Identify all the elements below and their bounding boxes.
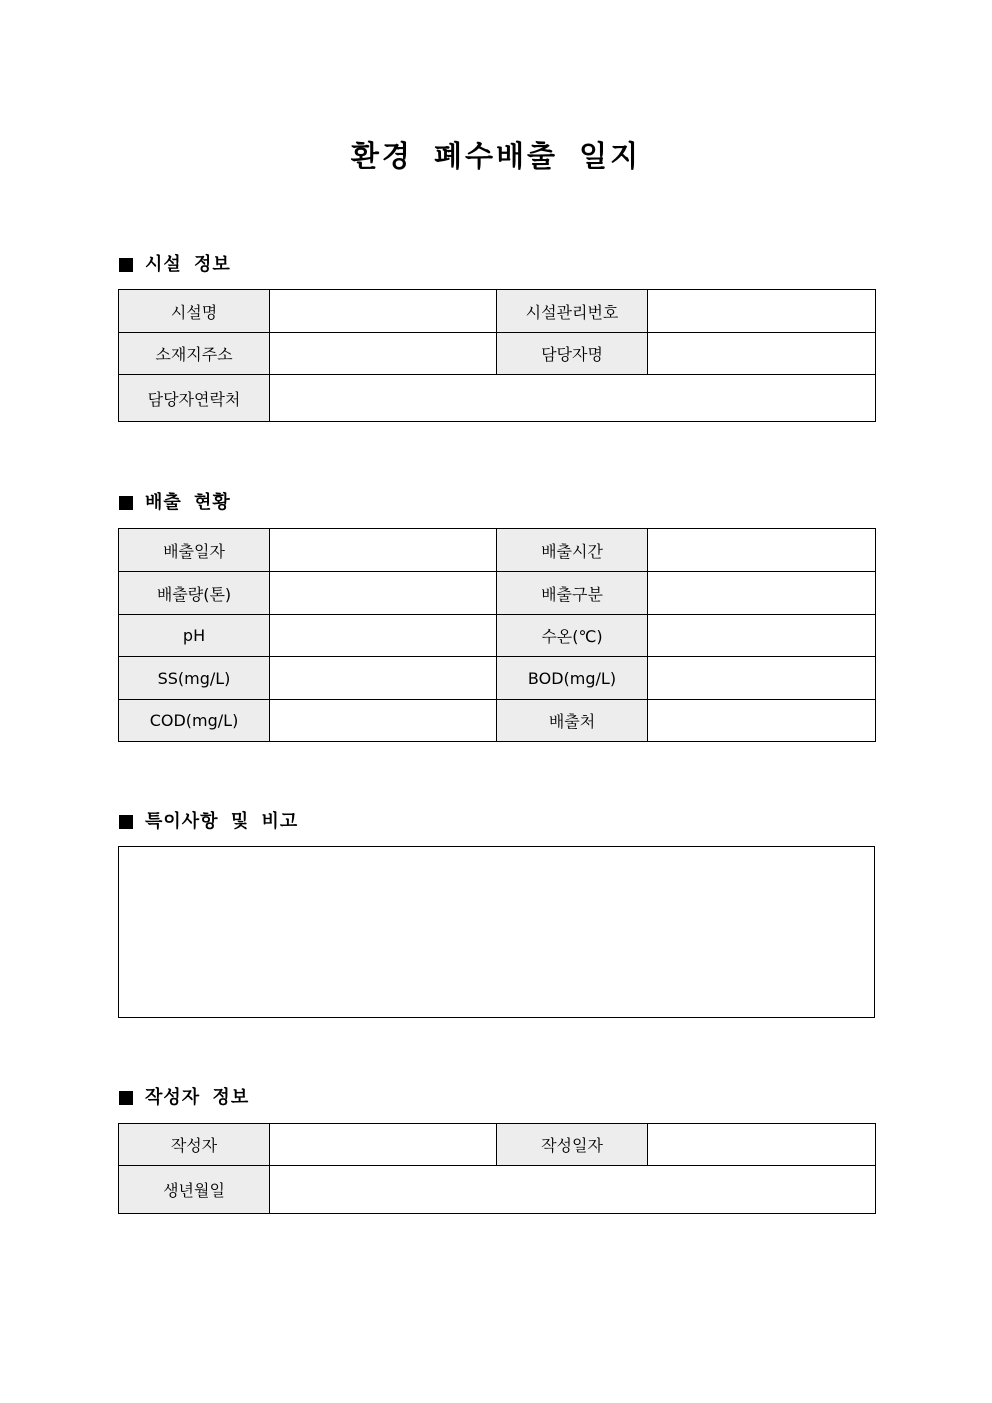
- ph-field[interactable]: [270, 615, 497, 657]
- manager-field[interactable]: [648, 333, 876, 375]
- label-manager: 담당자명: [497, 333, 648, 375]
- birth-date-field[interactable]: [270, 1166, 876, 1214]
- label-ph: pH: [119, 615, 270, 657]
- bod-field[interactable]: [648, 657, 876, 700]
- label-ss: SS(mg/L): [119, 657, 270, 700]
- label-facility-mgmt-no: 시설관리번호: [497, 290, 648, 333]
- section-title: 작성자 정보: [145, 1087, 250, 1108]
- section-heading-facility: [119, 253, 231, 277]
- label-facility-name: 시설명: [119, 290, 270, 333]
- section-heading-author: [119, 1086, 249, 1110]
- author-info-table: [118, 1123, 876, 1214]
- label-discharge-type: 배출구분: [497, 572, 648, 615]
- label-bod: BOD(mg/L): [497, 657, 648, 700]
- label-discharge-amount: 배출량(톤): [119, 572, 270, 615]
- section-heading-discharge: [119, 491, 231, 515]
- notes-field[interactable]: [118, 846, 875, 1018]
- facility-info-table: [118, 289, 876, 422]
- facility-name-field[interactable]: [270, 290, 497, 333]
- square-bullet-icon: [119, 1091, 133, 1105]
- section-heading-notes: [119, 810, 298, 834]
- label-water-temp: 수온(℃): [497, 615, 648, 657]
- label-writer: 작성자: [119, 1124, 270, 1166]
- square-bullet-icon: [119, 815, 133, 829]
- discharge-time-field[interactable]: [648, 529, 876, 572]
- water-temp-field[interactable]: [648, 615, 876, 657]
- label-cod: COD(mg/L): [119, 700, 270, 742]
- document-title: 환경 폐수배출 일지: [350, 139, 642, 173]
- discharge-type-field[interactable]: [648, 572, 876, 615]
- discharge-status-table: [118, 528, 876, 742]
- label-discharge-time: 배출시간: [497, 529, 648, 572]
- label-discharge-date: 배출일자: [119, 529, 270, 572]
- label-address: 소재지주소: [119, 333, 270, 375]
- section-title: 특이사항 및 비고: [145, 811, 299, 832]
- discharge-amount-field[interactable]: [270, 572, 497, 615]
- ss-field[interactable]: [270, 657, 497, 700]
- discharge-destination-field[interactable]: [648, 700, 876, 742]
- cod-field[interactable]: [270, 700, 497, 742]
- label-contact: 담당자연락처: [119, 375, 270, 422]
- section-title: 시설 정보: [145, 254, 231, 275]
- facility-mgmt-no-field[interactable]: [648, 290, 876, 333]
- square-bullet-icon: [119, 496, 133, 510]
- contact-field[interactable]: [270, 375, 876, 422]
- section-title: 배출 현황: [145, 492, 231, 513]
- label-birth-date: 생년월일: [119, 1166, 270, 1214]
- writer-field[interactable]: [270, 1124, 497, 1166]
- square-bullet-icon: [119, 258, 133, 272]
- label-write-date: 작성일자: [497, 1124, 648, 1166]
- label-discharge-destination: 배출처: [497, 700, 648, 742]
- discharge-date-field[interactable]: [270, 529, 497, 572]
- address-field[interactable]: [270, 333, 497, 375]
- write-date-field[interactable]: [648, 1124, 876, 1166]
